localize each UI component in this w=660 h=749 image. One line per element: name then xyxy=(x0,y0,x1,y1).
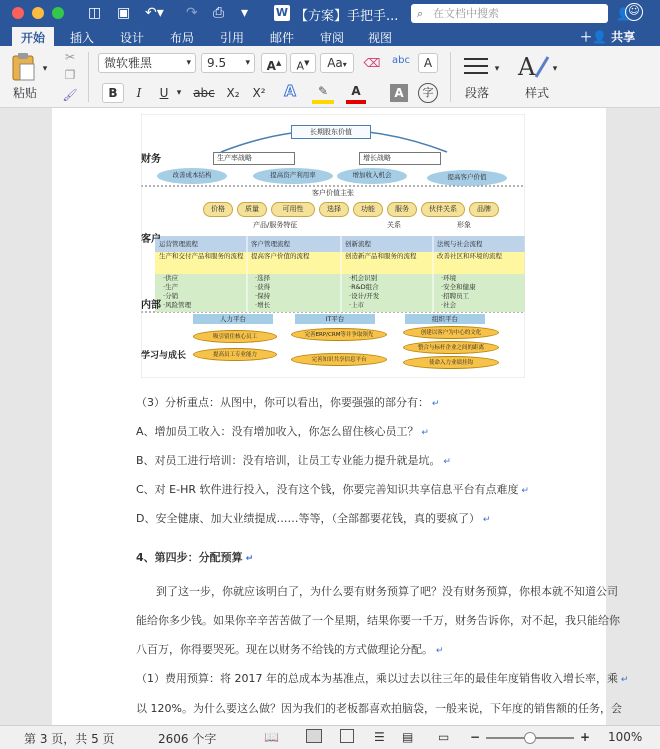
ribbon-divider xyxy=(450,52,451,102)
superscript-button[interactable]: X² xyxy=(252,86,266,100)
process-description: 生产和交付产品和服务的流程 xyxy=(159,252,244,260)
sidebar-toggle-icon[interactable]: ◫ xyxy=(88,5,102,21)
body-paragraph[interactable] xyxy=(136,394,439,410)
process-columns xyxy=(155,236,525,312)
process-item: ·社会 xyxy=(441,301,457,309)
customer-pills xyxy=(203,202,523,218)
process-item: ·获得 xyxy=(255,283,271,291)
paragraph-mark-icon: ↵ xyxy=(518,486,529,496)
page-count[interactable]: 第 3 页，共 5 页 xyxy=(24,732,115,746)
body-text: C、对 E-HR 软件进行投入，没有这个钱，你要完善知识共享信息平台有点难度 xyxy=(136,483,519,496)
process-column xyxy=(251,236,337,312)
customer-pill: 价格 xyxy=(203,202,233,217)
learning-oval: 提高员工专业能力 xyxy=(193,348,277,361)
body-text: 八百万，你得要哭死。现在以财务不给钱的方式做理论分配。 xyxy=(136,643,433,656)
highlight-button[interactable]: ✎ xyxy=(312,82,334,104)
platform-label: IT平台 xyxy=(295,314,375,324)
font-size-select[interactable] xyxy=(201,53,255,73)
finance-oval: 提高客户价值 xyxy=(427,170,507,186)
body-text: （1）费用预算：将 2017 年的总成本为基准点，乘以过去以往三年的最佳年度销售收入增长率，乘 xyxy=(136,672,618,685)
paragraph-mark-icon: ↵ xyxy=(440,457,451,467)
strategy-box-growth: 增长战略 xyxy=(359,152,441,165)
tab-review[interactable]: 审阅 xyxy=(320,31,345,45)
zoom-slider-thumb[interactable] xyxy=(524,732,536,744)
customer-pill: 伙伴关系 xyxy=(421,202,465,217)
font-name-value: 微软雅黑 xyxy=(104,56,153,70)
body-paragraph[interactable] xyxy=(136,481,529,497)
learning-oval: 完善ERP/CRM等并争取领先 xyxy=(291,328,387,341)
process-item: ·机会识别 xyxy=(349,274,378,282)
word-app-icon: W xyxy=(275,6,289,19)
row-label-customer: 客户 xyxy=(141,234,161,245)
tab-insert[interactable]: 插入 xyxy=(70,31,95,45)
ribbon-divider xyxy=(88,52,89,102)
paragraph-label: 段落 xyxy=(464,86,489,100)
process-column xyxy=(437,236,523,312)
add-person-icon[interactable]: 👤 xyxy=(616,7,631,21)
abc-label: abc xyxy=(392,55,410,66)
tab-view[interactable]: 视图 xyxy=(368,31,393,45)
share-label: 共享 xyxy=(611,30,636,44)
enclose-characters-button[interactable]: 字 xyxy=(418,83,438,103)
customer-sub-label: 关系 xyxy=(387,221,401,229)
subscript-button[interactable]: X₂ xyxy=(226,86,240,100)
tab-references[interactable]: 引用 xyxy=(220,31,245,45)
character-shading-button[interactable]: A xyxy=(390,84,408,102)
redo-icon[interactable]: ↷ xyxy=(186,5,198,21)
platform-label: 人力平台 xyxy=(193,314,273,324)
learning-oval: 整合与标杆企业之间的距离 xyxy=(403,341,499,354)
body-paragraph[interactable] xyxy=(136,510,490,526)
copy-icon[interactable]: ❐ xyxy=(64,68,76,82)
customer-sub-label: 产品/服务特征 xyxy=(253,221,298,229)
finance-oval: 增加收入机会 xyxy=(337,168,407,184)
row-label-finance: 财务 xyxy=(141,154,161,165)
save-icon[interactable]: ▣ xyxy=(117,5,131,21)
strategy-map-diagram xyxy=(141,114,525,378)
change-case-button[interactable]: Aa▾ xyxy=(320,53,354,73)
print-layout-icon[interactable] xyxy=(306,729,322,743)
process-item: ·生产 xyxy=(163,283,179,291)
process-item: ·环境 xyxy=(441,274,457,282)
zoom-slider[interactable] xyxy=(486,737,574,739)
process-item: ·增长 xyxy=(255,301,271,309)
process-item: ·设计/开发 xyxy=(349,292,380,300)
body-paragraph[interactable] xyxy=(136,612,620,628)
paragraph-mark-icon: ↵ xyxy=(617,675,629,685)
clear-formatting-icon[interactable]: ⌫ xyxy=(363,56,381,70)
row-label-internal: 内部 xyxy=(141,300,161,311)
body-paragraph[interactable] xyxy=(136,452,451,468)
proofing-icon[interactable]: 📖 xyxy=(264,730,279,744)
paragraph-mark-icon: ↵ xyxy=(242,554,254,564)
customer-pill: 品牌 xyxy=(469,202,499,217)
body-text: 4、第四步：分配预算 xyxy=(136,551,243,564)
process-description: 创造新产品和服务的流程 xyxy=(345,252,417,260)
chevron-down-icon: ▾ xyxy=(186,58,191,68)
zoom-level[interactable]: 100% xyxy=(608,730,643,744)
body-text: 以 120%。为什么要这么做？因为我们的老板都喜欢拍脑袋，一般来说，下年度的销售额的任务，会 xyxy=(136,702,622,715)
process-head: 创新流程 xyxy=(345,240,371,248)
document-title: 【方案】手把手... xyxy=(295,9,399,24)
row-label-learning: 学习与成长 xyxy=(141,351,187,361)
text-box-icon: A xyxy=(423,56,433,70)
process-item: ·分销 xyxy=(163,292,179,300)
customer-pill: 质量 xyxy=(237,202,267,217)
body-paragraph[interactable] xyxy=(136,549,253,565)
body-text: （3）分析重点：从图中，你可以看出，你要强强的部分有： xyxy=(136,396,429,409)
process-column xyxy=(159,236,245,312)
share-button[interactable] xyxy=(580,28,635,45)
learning-oval: 吸引留住核心员工 xyxy=(193,330,277,343)
paragraph-mark-icon: ↵ xyxy=(418,428,429,438)
text-box-button[interactable] xyxy=(418,53,438,73)
paragraph-mark-icon: ↵ xyxy=(479,515,491,525)
chevron-down-icon[interactable]: ▾ xyxy=(176,88,182,98)
process-item: ·保持 xyxy=(255,292,271,300)
process-head: 运营管理流程 xyxy=(159,240,198,248)
undo-icon[interactable]: ↶▾ xyxy=(145,5,164,21)
process-head: 法规与社会流程 xyxy=(437,240,483,248)
share-icon: ＋👤 xyxy=(580,30,612,44)
outline-view-icon[interactable]: ☰ xyxy=(374,730,385,744)
body-paragraph[interactable] xyxy=(136,670,628,686)
tab-layout[interactable]: 布局 xyxy=(170,31,195,45)
paste-button[interactable] xyxy=(10,52,36,82)
paragraph-mark-icon: ↵ xyxy=(433,646,444,656)
process-item: ·供应 xyxy=(163,274,179,282)
draft-view-icon[interactable]: ▤ xyxy=(402,730,414,744)
process-item: ·选择 xyxy=(255,274,271,282)
process-head: 客户管理流程 xyxy=(251,240,290,248)
platform-label: 组织平台 xyxy=(405,314,485,324)
font-name-select[interactable] xyxy=(98,53,196,73)
finance-oval: 提高资产利用率 xyxy=(253,168,333,184)
customer-pill: 功能 xyxy=(353,202,383,217)
body-text: A、增加员工收入：没有增加收入，你怎么留住核心员工？ xyxy=(136,425,419,438)
chevron-down-icon: ▾ xyxy=(245,58,250,68)
italic-button[interactable]: I xyxy=(136,86,142,100)
status-bar xyxy=(0,725,660,749)
grow-font-button[interactable]: A▲ xyxy=(261,53,287,73)
paragraph-icon[interactable] xyxy=(462,54,490,78)
customer-pill: 可用性 xyxy=(271,202,315,217)
paste-dropdown-icon[interactable]: ▾ xyxy=(42,64,48,74)
underline-button[interactable]: U xyxy=(159,86,169,100)
print-icon[interactable]: ⎙ xyxy=(213,5,225,21)
strikethrough-button[interactable]: abc xyxy=(193,86,215,100)
change-case-icon: Aa xyxy=(327,56,343,70)
search-icon: ⌕ xyxy=(417,7,424,20)
document-canvas[interactable] xyxy=(0,108,660,725)
process-column xyxy=(345,236,431,312)
customize-toolbar-icon[interactable]: ▾ xyxy=(241,5,249,21)
process-description: 改善社区和环境的流程 xyxy=(437,252,502,260)
learning-oval: 创建以客户为中心的文化 xyxy=(403,326,499,339)
word-count[interactable]: 2606 个字 xyxy=(158,732,217,746)
clipboard-icon xyxy=(10,52,36,82)
body-paragraph[interactable] xyxy=(136,641,443,657)
search-placeholder: 在文档中搜索 xyxy=(433,7,499,20)
close-window-button[interactable] xyxy=(12,7,24,19)
process-item: ·招聘员工 xyxy=(441,292,470,300)
paragraph-mark-icon: ↵ xyxy=(429,399,440,409)
body-text: 到了这一步，你就应该明白了，为什么要有财务预算了吧？没有财务预算，你根本就不知道公司 xyxy=(156,585,618,598)
ribbon-home xyxy=(0,46,660,108)
bold-button[interactable]: B xyxy=(102,83,124,103)
svg-text:A: A xyxy=(518,53,536,81)
paste-label: 粘贴 xyxy=(12,86,37,100)
title-bar xyxy=(0,0,660,26)
cut-icon[interactable]: ✂ xyxy=(64,50,76,64)
body-paragraph[interactable] xyxy=(156,583,618,599)
tab-home[interactable]: 开始 xyxy=(12,27,54,46)
process-item: ·R&D组合 xyxy=(349,283,379,291)
styles-label: 样式 xyxy=(524,86,549,100)
process-item: ·上市 xyxy=(349,301,365,309)
abc-check-icon[interactable] xyxy=(388,52,414,70)
ribbon-tabs xyxy=(0,26,660,46)
focus-mode-icon[interactable]: ▭ xyxy=(438,730,450,744)
process-item: ·安全和健康 xyxy=(441,283,476,291)
document-page[interactable] xyxy=(52,108,629,725)
search-input[interactable] xyxy=(411,4,608,23)
zoom-window-button[interactable] xyxy=(52,7,64,19)
styles-icon[interactable] xyxy=(516,51,550,81)
body-paragraph[interactable] xyxy=(136,423,429,439)
zoom-out-button[interactable]: − xyxy=(470,730,481,744)
chevron-down-icon[interactable]: ▾ xyxy=(494,64,500,74)
zoom-in-button[interactable]: + xyxy=(580,730,591,744)
minimize-window-button[interactable] xyxy=(32,7,44,19)
process-item: ·风险管理 xyxy=(163,301,192,309)
web-layout-icon[interactable] xyxy=(340,729,354,743)
format-painter-icon[interactable]: 🖌 xyxy=(62,88,78,102)
customer-sub-label: 形象 xyxy=(457,221,471,229)
shrink-font-button[interactable]: A▼ xyxy=(290,53,316,73)
font-size-value: 9.5 xyxy=(207,56,227,70)
customer-pill: 服务 xyxy=(387,202,417,217)
body-paragraph[interactable] xyxy=(136,700,622,716)
customer-pill: 选择 xyxy=(319,202,349,217)
finance-oval: 改善成本结构 xyxy=(157,168,227,184)
font-color-button[interactable]: A xyxy=(346,82,366,104)
chevron-down-icon[interactable]: ▾ xyxy=(552,64,558,74)
strategy-box-productivity: 生产率战略 xyxy=(213,152,295,165)
body-text: B、对员工进行培训：没有培训，让员工专业能力提升就是坑。 xyxy=(136,454,441,467)
shrink-font-icon: A xyxy=(296,59,305,73)
grow-font-icon: A xyxy=(266,59,276,73)
text-effects-button[interactable]: A xyxy=(284,82,296,100)
tab-design[interactable]: 设计 xyxy=(120,31,145,45)
feedback-smiley-icon[interactable]: ☺ xyxy=(625,3,643,21)
long-term-value-box: 长期股东价值 xyxy=(291,125,371,139)
learning-oval: 使命入力业绩挂钩 xyxy=(403,356,499,369)
body-text: D、安全健康、加大业绩提成……等等，（全部都要花钱，真的要疯了） xyxy=(136,512,480,525)
customer-value-title: 客户价值主张 xyxy=(312,189,354,197)
tab-mailings[interactable]: 邮件 xyxy=(270,31,295,45)
body-text: 能给你多少钱。如果你辛辛苦苦做了一个星期，结果你要一千万，财务告诉你，对不起，我只能给你 xyxy=(136,614,620,627)
learning-oval: 完善知识共享信息平台 xyxy=(291,353,387,366)
process-description: 提高客户价值的流程 xyxy=(251,252,310,260)
